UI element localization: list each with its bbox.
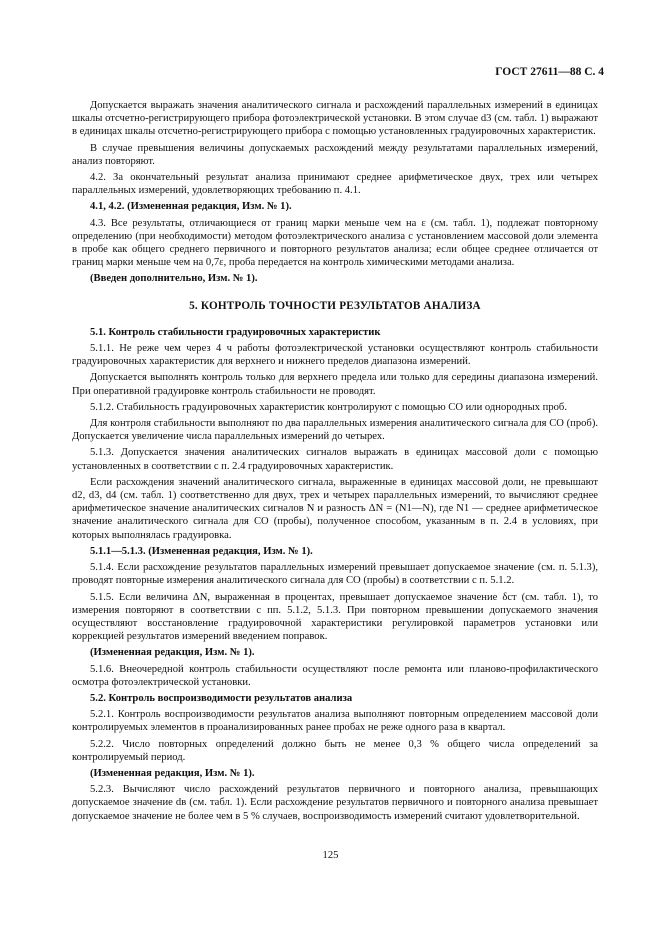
- paragraph: 5.2.2. Число повторных определений должно быть не менее 0,3 % общего числа определений за контролируемый период.: [72, 738, 598, 763]
- paragraph: Если расхождения значений аналитического сигнала, выраженные в единицах массовой доли, не превышают d2, d3, d4 (см. табл. 1) соответственно для двух, трех и четырех параллельных измерений, то вычисляют среднее арифметическое значение аналитических сигналов N и разность ΔN = (N1—N), где N1 — среднее арифметическое значение аналитического сигнала для СО (пробы), полученное способом, указанным в п. 2.4 в условиях, при которых выполнялась градуировка.: [72, 476, 598, 541]
- amendment-note: 5.1.1—5.1.3. (Измененная редакция, Изм. № 1).: [90, 545, 313, 557]
- paragraph: 4.2. За окончательный результат анализа принимают среднее арифметическое двух, трех или четырех параллельных измерений, удовлетворяющих требованию п. 4.1.: [72, 172, 598, 197]
- amendment-note: (Измененная редакция, Изм. № 1).: [90, 767, 255, 779]
- paragraph: Допускается выражать значения аналитического сигнала и расхождений параллельных измерений в единицах шкалы отсчетно-регистрирующего прибора фотоэлектрической установки. В этом случае d3 (см. табл. 1) выражают в единицах шкалы отсчетно-регистрирующего прибора с помощью установленных градуировочных характеристик.: [72, 100, 598, 138]
- paragraph: Для контроля стабильности выполняют по два параллельных измерения аналитического сигнала для СО (проб). Допускается увеличение числа параллельных измерений до четырех.: [72, 418, 598, 443]
- paragraph: 5.1.2. Стабильность градуировочных характеристик контролируют с помощью СО или однородных проб.: [90, 401, 567, 413]
- subsection-heading: 5.1. Контроль стабильности градуировочных характеристик: [90, 326, 381, 338]
- paragraph: 5.1.1. Не реже чем через 4 ч работы фотоэлектрической установки осуществляют контроль стабильности градуировочных характеристик для верхнего и нижнего пределов диапазона измерений.: [72, 343, 598, 368]
- paragraph: 4.3. Все результаты, отличающиеся от границ марки меньше чем на ε (см. табл. 1), подлежат повторному определению (при необходимости) методом фотоэлектрического анализа с установлением массовой доли элемента в пробе как общего среднего первичного и повторного результатов анализа; если общее среднее отличается от границ марки меньше чем на 0,7ε, проба передается на контроль химическими методами анализа.: [72, 217, 598, 269]
- paragraph: В случае превышения величины допускаемых расхождений между результатами параллельных измерений, анализ повторяют.: [72, 142, 598, 167]
- paragraph: 5.2.3. Вычисляют число расхождений результатов первичного и повторного анализа, превышающих допускаемое значение dв (см. табл. 1). Если расхождение результатов первичного и повторного анализа превышает допускаемое значение не более чем в 5 % случаев, воспроизводимость измерений считают удовлетворительной.: [72, 784, 598, 822]
- paragraph: 5.2.1. Контроль воспроизводимости результатов анализа выполняют повторным определением массовой доли контролируемых элементов в проанализированных ранее пробах не реже одного раза в квартал.: [72, 709, 598, 734]
- paragraph: Допускается выполнять контроль только для верхнего предела или только для середины диапазона измерений. При оперативной градуировке контроль стабильности не проводят.: [72, 372, 598, 397]
- amendment-note: (Измененная редакция, Изм. № 1).: [90, 647, 255, 659]
- amendment-note: (Введен дополнительно, Изм. № 1).: [90, 273, 258, 285]
- amendment-note: 4.1, 4.2. (Измененная редакция, Изм. № 1).: [90, 201, 292, 213]
- paragraph: 5.1.4. Если расхождение результатов параллельных измерений превышает допускаемое значение (см. п. 5.1.3), проводят повторные измерения аналитического сигнала для СО (пробы) в соответствии с п. 5.1.2.: [72, 562, 598, 587]
- paragraph: 5.1.3. Допускается значения аналитических сигналов выражать в единицах массовой доли с помощью установленных в соответствии с п. 2.4 градуировочных характеристик.: [72, 447, 598, 472]
- paragraph: 5.1.5. Если величина ΔN, выраженная в процентах, превышает допускаемое значение δст (см. табл. 1), то измерения повторяют в соответствии с пп. 5.1.2, 5.1.3. При повторном превышении допускаемого значения осуществляют восстановление градуировочной характеристики регулировкой параметров установки или коррекцией результатов измерений введением поправок.: [72, 591, 598, 643]
- page-number: 125: [322, 850, 339, 861]
- paragraph: 5.1.6. Внеочередной контроль стабильности осуществляют после ремонта или планово-профилактического осмотра фотоэлектрической установки.: [72, 663, 598, 688]
- running-header: ГОСТ 27611—88 С. 4: [495, 66, 604, 78]
- document-body: [72, 99, 598, 826]
- subsection-heading: 5.2. Контроль воспроизводимости результатов анализа: [90, 692, 353, 704]
- section-title: 5. КОНТРОЛЬ ТОЧНОСТИ РЕЗУЛЬТАТОВ АНАЛИЗА: [189, 299, 481, 312]
